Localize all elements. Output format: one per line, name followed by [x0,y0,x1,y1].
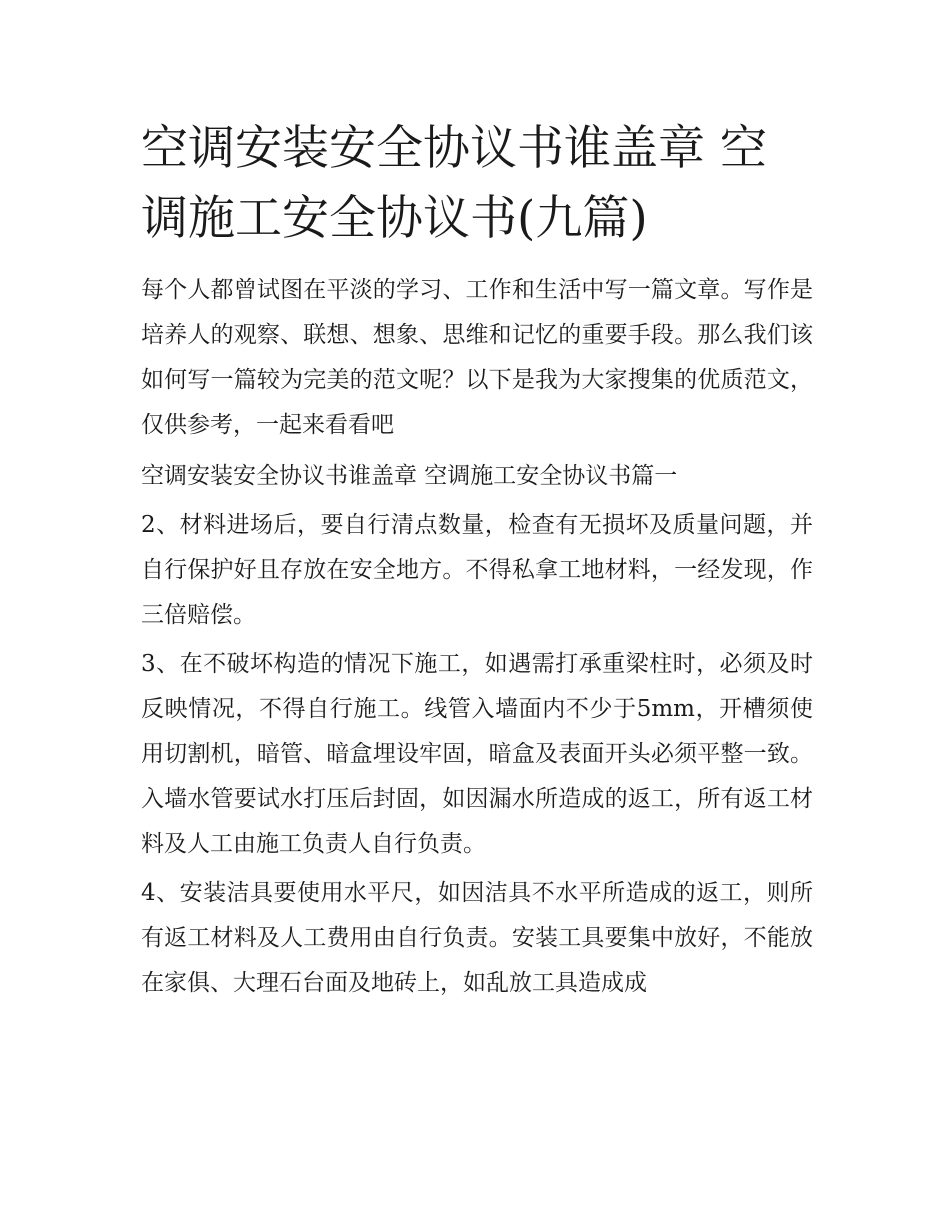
list-item: 4、安装洁具要使用水平尺，如因洁具不水平所造成的返工，则所有返工材料及人工费用由自行负责。安装工具要集中放好，不能放在家俱、大理石台面及地砖上，如乱放工具造成成 [141,880,813,996]
section-heading: 空调安装安全协议书谁盖章 空调施工安全协议书篇一 [141,463,678,489]
list-item: 3、在不破坏构造的情况下施工，如遇需打承重梁柱时，必须及时反映情况，不得自行施工。线管入墙面内不少于5mm，开槽须使用切割机，暗管、暗盒埋设牢固，暗盒及表面开头必须平整一致。入墙水管要试水打压后封固，如因漏水所造成的返工，所有返工材料及人工由施工负责人自行负责。 [141,651,813,857]
intro-paragraph: 每个人都曾试图在平淡的学习、工作和生活中写一篇文章。写作是培养人的观察、联想、想象、思维和记忆的重要手段。那么我们该如何写一篇较为完美的范文呢？以下是我为大家搜集的优质范文，仅供参考，一起来看看吧 [141,277,813,438]
list-item: 2、材料进场后，要自行清点数量，检查有无损坏及质量问题，并自行保护好且存放在安全地方。不得私拿工地材料，一经发现，作三倍赔偿。 [141,512,813,628]
document-page [141,114,813,1010]
document-title: 空调安装安全协议书谁盖章 空调施工安全协议书(九篇) [141,121,767,246]
